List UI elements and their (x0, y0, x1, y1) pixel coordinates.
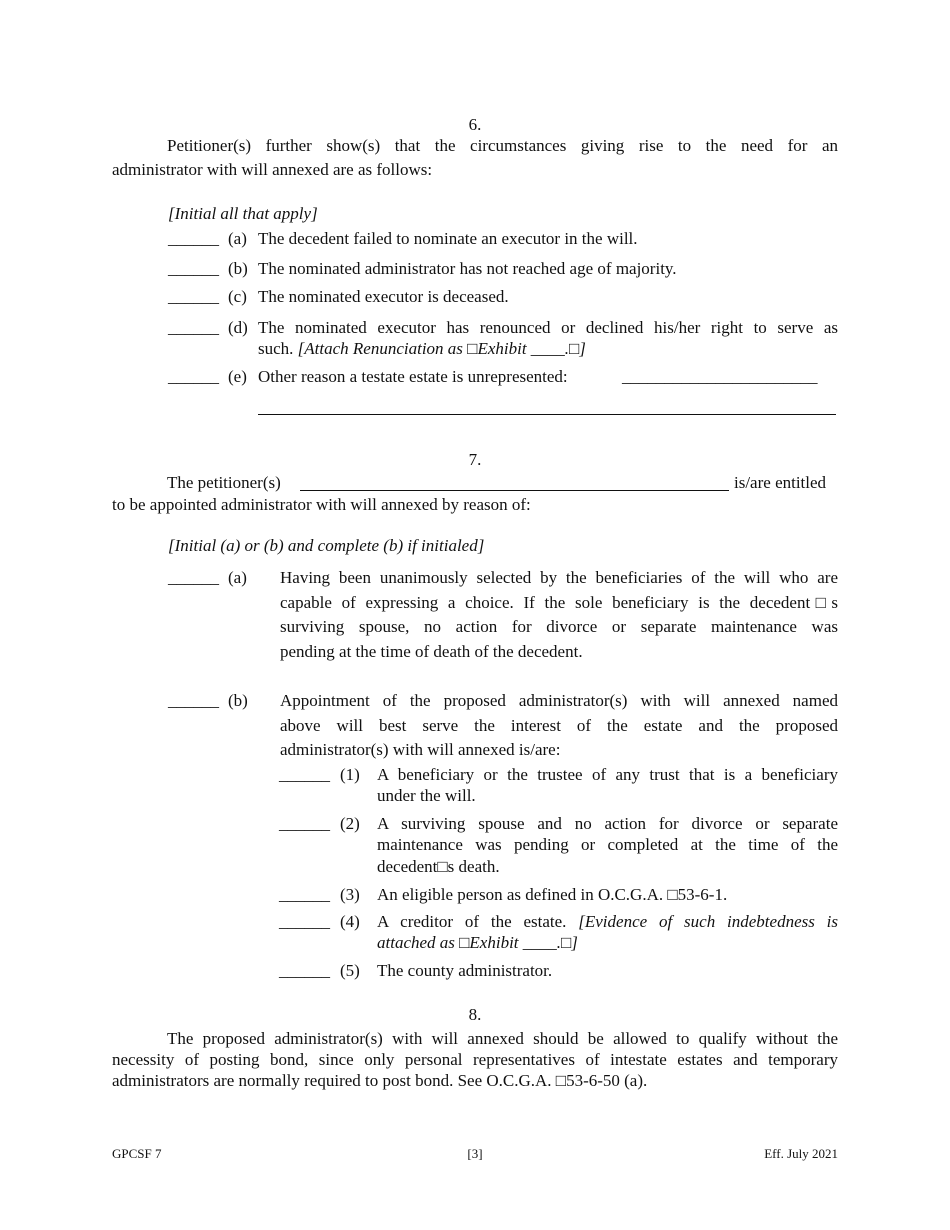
section-6-number: 6. (468, 115, 482, 134)
item-label-7a: (a) (228, 568, 247, 587)
initial-blank-7b4[interactable]: ______ (279, 912, 330, 931)
renunciation-exhibit-note: [Attach Renunciation as □Exhibit ____.□] (297, 339, 586, 358)
initial-blank-6c[interactable]: ______ (168, 287, 219, 306)
section-6-instruction: [Initial all that apply] (168, 204, 318, 223)
indebtedness-exhibit-note: attached as □Exhibit ____.□] (377, 933, 578, 952)
item-label-6d: (d) (228, 318, 248, 337)
item-7a-line2: capable of expressing a choice. If the sole beneficiary is the decedent□s (280, 593, 838, 612)
item-label-7b1: (1) (340, 765, 360, 784)
section-8-line1: The proposed administrator(s) with will annexed should be allowed to qualify without the (167, 1029, 838, 1048)
petitioner-name-line[interactable] (300, 490, 729, 491)
item-text-6d: The nominated executor has renounced or declined his/her right to serve as (258, 318, 838, 337)
initial-blank-6b[interactable]: ______ (168, 259, 219, 278)
item-text-6e: Other reason a testate estate is unrepresented: (258, 367, 568, 386)
section-6-paragraph-line2: administrator with will annexed are as follows: (112, 160, 433, 179)
item-7b-line1: Appointment of the proposed administrator(s) with will annexed named (280, 691, 838, 710)
initial-blank-6e[interactable]: ______ (168, 367, 219, 386)
initial-blank-7b1[interactable]: ______ (279, 765, 330, 784)
item-7a-line4: pending at the time of death of the decedent. (280, 642, 583, 661)
section-7-line1-end: is/are entitled (734, 473, 827, 492)
initial-blank-7b3[interactable]: ______ (279, 885, 330, 904)
footer-page-number: [3] (467, 1146, 483, 1161)
item-label-7b: (b) (228, 691, 248, 710)
section-7-line2: to be appointed administrator with will annexed by reason of: (112, 495, 531, 514)
item-7b2-line1: A surviving spouse and no action for divorce or separate (377, 814, 838, 833)
item-text-6b: The nominated administrator has not reached age of majority. (258, 259, 677, 278)
section-7-line1-start: The petitioner(s) (167, 473, 281, 492)
item-7b2-line3: decedent□s death. (377, 857, 500, 876)
item-label-6b: (b) (228, 259, 248, 278)
initial-blank-7b[interactable]: ______ (168, 691, 219, 710)
section-8-line2: necessity of posting bond, since only personal representatives of intestate estates and temporary (112, 1050, 838, 1069)
item-7b5-line1: The county administrator. (377, 961, 553, 980)
other-reason-continuation-line[interactable] (258, 414, 836, 415)
initial-blank-6a[interactable]: ______ (168, 229, 219, 248)
footer-effective-date: Eff. July 2021 (764, 1146, 838, 1161)
section-8-number: 8. (468, 1005, 482, 1024)
item-7b4-line1 (377, 911, 838, 933)
initial-blank-7b2[interactable]: ______ (279, 814, 330, 833)
initial-blank-7a[interactable]: ______ (168, 568, 219, 587)
indebtedness-note: [Evidence of such indebtedness is (578, 912, 839, 931)
item-7a-line1: Having been unanimously selected by the beneficiaries of the will who are (280, 568, 838, 587)
section-7-number: 7. (468, 450, 482, 469)
item-7b1-line2: under the will. (377, 786, 476, 805)
item-label-6a: (a) (228, 229, 247, 248)
item-label-7b3: (3) (340, 885, 360, 904)
item-text-6a: The decedent failed to nominate an executor in the will. (258, 229, 638, 248)
item-7b2-line2: maintenance was pending or completed at the time of the (377, 835, 838, 854)
section-6-paragraph-line1: Petitioner(s) further show(s) that the circumstances giving rise to the need for an (167, 136, 838, 155)
item-7b3-line1: An eligible person as defined in O.C.G.A. □53-6-1. (377, 885, 728, 904)
footer-form-id: GPCSF 7 (112, 1146, 162, 1161)
item-text-6d-cont (258, 338, 586, 360)
item-7b-line2: above will best serve the interest of the estate and the proposed (280, 716, 838, 735)
item-label-7b2: (2) (340, 814, 360, 833)
item-text-6c: The nominated executor is deceased. (258, 287, 509, 306)
item-text-6d-such: such. (258, 339, 294, 358)
item-label-7b5: (5) (340, 961, 360, 980)
item-label-7b4: (4) (340, 912, 360, 931)
section-7-instruction: [Initial (a) or (b) and complete (b) if initialed] (168, 536, 485, 555)
item-7b-line3: administrator(s) with will annexed is/are: (280, 740, 561, 759)
item-label-6e: (e) (228, 367, 247, 386)
item-7b4-text: A creditor of the estate. (377, 912, 567, 931)
item-label-6c: (c) (228, 287, 247, 306)
item-7b1-line1: A beneficiary or the trustee of any trust that is a beneficiary (377, 765, 838, 784)
item-7a-line3: surviving spouse, no action for divorce or separate maintenance was (280, 617, 838, 636)
initial-blank-7b5[interactable]: ______ (279, 961, 330, 980)
initial-blank-6d[interactable]: ______ (168, 318, 219, 337)
section-8-line3: administrators are normally required to post bond. See O.C.G.A. □53-6-50 (a). (112, 1071, 648, 1090)
other-reason-blank[interactable]: _______________________ (622, 367, 818, 386)
